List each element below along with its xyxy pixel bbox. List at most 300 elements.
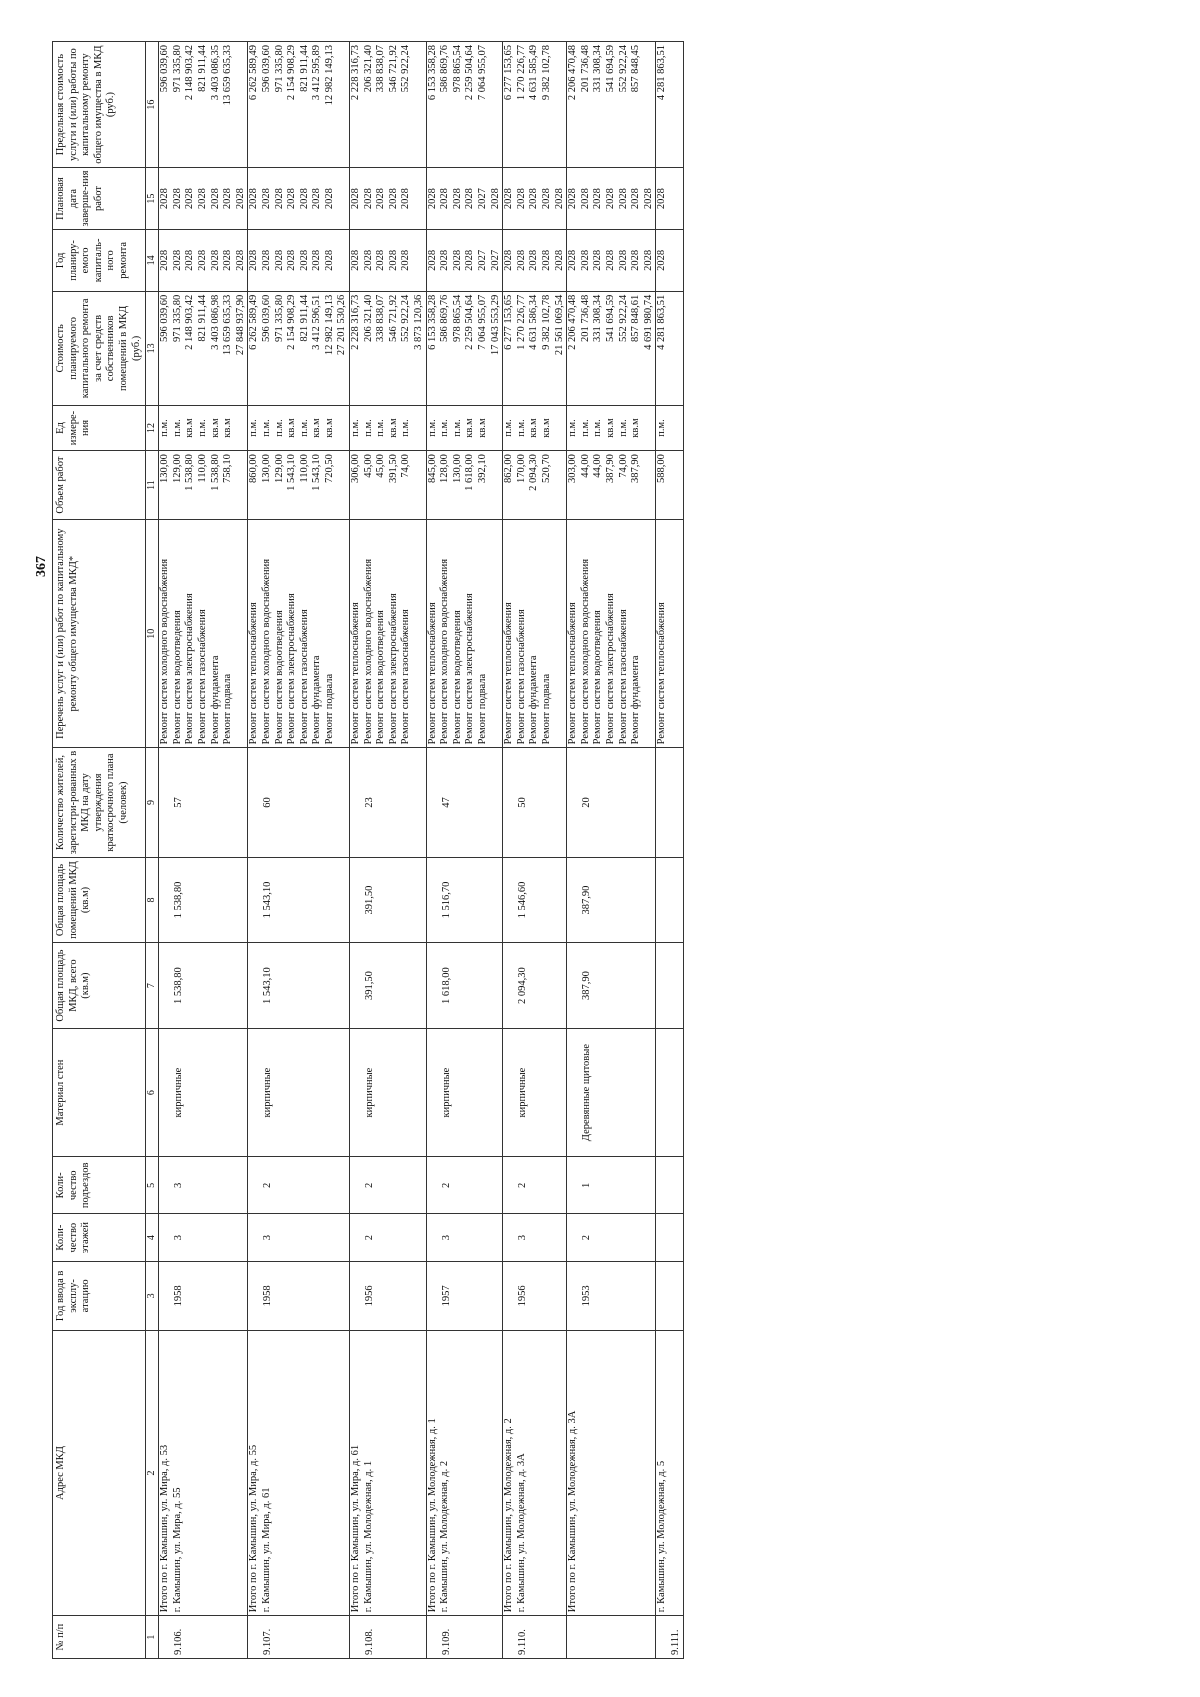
max-cost-value: 978 865,54 xyxy=(451,45,463,93)
unit-value: кв.м xyxy=(528,418,540,438)
entrances: 2 xyxy=(517,1182,529,1188)
entrances-cell xyxy=(159,1157,248,1214)
cost-value: 6 262 589,49 xyxy=(248,294,260,350)
table-row xyxy=(656,42,684,1659)
end-date-value: 2028 xyxy=(464,188,476,210)
work-item: Ремонт систем теплоснабжения xyxy=(248,602,260,745)
max-cost-value: 552 922,24 xyxy=(617,45,629,93)
total-label: Итого по г. Камышин, ул. Мира, д. 55 xyxy=(248,1444,260,1613)
unit-value: кв.м xyxy=(311,418,323,438)
work-item: Ремонт систем газоснабжения xyxy=(617,609,629,745)
volume-value-cell xyxy=(567,451,656,520)
residents: 23 xyxy=(364,797,376,808)
max-cost-value: 2 259 504,64 xyxy=(464,45,476,101)
area-premises: 1 543,10 xyxy=(262,881,274,919)
plan-year-value: 2028 xyxy=(171,249,183,271)
cost-value: 338 838,07 xyxy=(375,294,387,343)
area-premises-cell xyxy=(248,857,350,943)
cost-value: 2 148 903,42 xyxy=(184,294,196,350)
end-date-value: 2028 xyxy=(387,188,399,210)
volume-value: 110,00 xyxy=(298,454,310,483)
end-date-value-cell xyxy=(567,168,656,230)
year-built: 1953 xyxy=(581,1285,593,1307)
entrances-cell xyxy=(248,1157,350,1214)
floors-cell xyxy=(248,1214,350,1262)
unit-value: п.м. xyxy=(375,419,387,437)
cost-value: 7 064 955,07 xyxy=(477,294,488,350)
volume-value: 129,00 xyxy=(273,454,285,483)
page-number: 367 xyxy=(34,556,49,577)
end-date-value: 2028 xyxy=(528,188,540,210)
volume-value: 130,00 xyxy=(260,454,272,483)
cost-value: 27 201 530,26 xyxy=(336,294,348,356)
area-premises: 1 516,70 xyxy=(440,881,452,919)
volume-value-cell xyxy=(159,451,248,520)
end-date-value: 2028 xyxy=(234,188,246,210)
plan-year-value: 2028 xyxy=(540,249,552,271)
unit-value: п.м. xyxy=(260,419,272,437)
end-date-value: 2028 xyxy=(617,188,629,210)
work-item-cell xyxy=(426,520,503,748)
plan-year-value: 2028 xyxy=(323,249,335,271)
volume-value: 758,10 xyxy=(222,454,234,483)
plan-year-value: 2028 xyxy=(553,249,565,271)
work-item: Ремонт систем электроснабжения xyxy=(604,593,616,745)
area-total-cell xyxy=(248,943,350,1029)
plan-year-value: 2028 xyxy=(617,249,629,271)
plan-year-value: 2028 xyxy=(234,249,246,271)
area-total: 387,90 xyxy=(581,971,593,1001)
address-cell xyxy=(248,1330,350,1615)
unit-value: кв.м xyxy=(540,418,552,438)
max-cost-value: 331 308,34 xyxy=(592,45,604,93)
entrances-cell xyxy=(350,1157,427,1214)
volume-value: 74,00 xyxy=(617,454,629,478)
end-date-value: 2028 xyxy=(222,188,234,210)
cost-value: 331 308,34 xyxy=(592,294,604,343)
unit-value: кв.м xyxy=(464,418,476,438)
volume-value: 303,00 xyxy=(567,454,579,483)
volume-value: 588,00 xyxy=(656,454,668,483)
plan-year-value: 2028 xyxy=(439,249,451,271)
area-total: 2 094,30 xyxy=(517,967,529,1004)
row-number: 9.106. xyxy=(173,1628,185,1655)
residents-cell xyxy=(426,748,503,857)
wall-material-cell xyxy=(248,1028,350,1156)
wall-material: кирпичные xyxy=(440,1067,452,1118)
unit-value-cell xyxy=(503,405,567,450)
wall-material-cell xyxy=(503,1028,567,1156)
volume-value: 520,70 xyxy=(540,454,552,483)
cost-value-cell xyxy=(426,291,503,405)
volume-value-cell xyxy=(503,451,567,520)
area-total-cell xyxy=(503,943,567,1029)
max-cost-value: 2 228 316,73 xyxy=(350,45,362,101)
row-number: 9.110. xyxy=(517,1629,529,1655)
floors-cell xyxy=(426,1214,503,1262)
area-total: 1 543,10 xyxy=(262,967,274,1004)
end-date-value: 2028 xyxy=(375,188,387,210)
cost-value: 13 659 635,33 xyxy=(222,294,234,356)
entrances: 2 xyxy=(262,1182,274,1188)
work-item: Ремонт систем водоотведения xyxy=(273,610,285,745)
column-number: 9 xyxy=(146,748,159,857)
volume-value: 387,90 xyxy=(630,454,642,483)
max-cost-value: 596 039,60 xyxy=(260,45,272,93)
column-number: 3 xyxy=(146,1261,159,1330)
volume-value: 170,00 xyxy=(515,454,527,483)
end-date-value-cell xyxy=(656,168,684,230)
volume-value: 1 538,80 xyxy=(209,454,221,491)
end-date-value-cell xyxy=(503,168,567,230)
work-item: Ремонт фундамента xyxy=(209,655,221,745)
row-num-cell xyxy=(350,1616,427,1659)
volume-value-cell xyxy=(350,451,427,520)
work-item: Ремонт систем газоснабжения xyxy=(515,609,527,745)
residents-cell xyxy=(350,748,427,857)
end-date-value: 2028 xyxy=(209,188,221,210)
year-built-cell xyxy=(567,1261,656,1330)
max-cost-value-cell xyxy=(656,42,684,168)
volume-value: 862,00 xyxy=(503,454,515,483)
area-premises-cell xyxy=(503,857,567,943)
total-label: Итого по г. Камышин, ул. Молодежная, д. 3А xyxy=(567,1410,579,1613)
residents: 57 xyxy=(173,797,185,808)
unit-value: п.м. xyxy=(515,419,527,437)
header-area-total: Общая площадь МКД, всего (кв.м) xyxy=(53,943,146,1029)
column-number: 1 xyxy=(146,1616,159,1659)
unit-value: кв.м xyxy=(184,418,196,438)
area-premises-cell xyxy=(159,857,248,943)
residents: 60 xyxy=(262,797,274,808)
plan-year-value-cell xyxy=(159,229,248,291)
work-item-cell xyxy=(159,520,248,748)
floors: 3 xyxy=(517,1235,529,1241)
area-total-cell xyxy=(567,943,656,1029)
address: г. Камышин, ул. Молодежная, д. 3А xyxy=(515,1453,527,1613)
header-floors: Коли-чество этажей xyxy=(53,1214,146,1262)
work-item-cell xyxy=(567,520,656,748)
floors: 3 xyxy=(440,1235,452,1241)
max-cost-value: 6 262 589,49 xyxy=(248,45,260,101)
area-premises-cell xyxy=(350,857,427,943)
wall-material: Деревянные щитовые xyxy=(581,1044,593,1142)
column-number: 7 xyxy=(146,943,159,1029)
max-cost-value: 6 153 358,28 xyxy=(426,45,438,101)
max-cost-value: 206 321,40 xyxy=(362,45,374,93)
cost-value-cell xyxy=(656,291,684,405)
max-cost-value: 338 838,07 xyxy=(375,45,387,93)
floors-cell xyxy=(567,1214,656,1262)
plan-year-value: 2028 xyxy=(273,249,285,271)
plan-year-value: 2028 xyxy=(375,249,387,271)
work-item-cell xyxy=(248,520,350,748)
max-cost-value: 546 721,92 xyxy=(387,45,399,93)
plan-year-value: 2028 xyxy=(579,249,591,271)
volume-value: 1 543,10 xyxy=(311,454,323,491)
residents-cell xyxy=(248,748,350,857)
max-cost-value-cell xyxy=(159,42,248,168)
table-row xyxy=(350,42,427,1659)
cost-value: 3 403 086,98 xyxy=(209,294,221,350)
plan-year-value: 2028 xyxy=(426,249,438,271)
max-cost-value: 9 382 102,78 xyxy=(540,45,552,101)
cost-value: 6 153 358,28 xyxy=(426,294,438,350)
unit-value: кв.м xyxy=(387,418,399,438)
work-item: Ремонт систем газоснабжения xyxy=(400,609,412,745)
plan-year-value-cell xyxy=(503,229,567,291)
cost-value: 546 721,92 xyxy=(387,294,399,343)
table-row xyxy=(159,42,248,1659)
wall-material: кирпичные xyxy=(364,1067,376,1118)
table-body xyxy=(159,42,684,1659)
plan-year-value: 2028 xyxy=(464,249,476,271)
end-date-value: 2028 xyxy=(451,188,463,210)
end-date-value: 2028 xyxy=(311,188,323,210)
unit-value: п.м. xyxy=(579,419,591,437)
unit-value: кв.м xyxy=(477,418,488,438)
plan-year-value: 2028 xyxy=(286,249,298,271)
floors: 2 xyxy=(364,1235,376,1241)
work-item: Ремонт систем водоотведения xyxy=(375,610,387,745)
entrances-cell xyxy=(567,1157,656,1214)
work-item: Ремонт систем водоотведения xyxy=(451,610,463,745)
cost-value-cell xyxy=(567,291,656,405)
work-item: Ремонт систем электроснабжения xyxy=(286,593,298,745)
row-num-cell xyxy=(656,1616,684,1659)
row-number: 9.111. xyxy=(670,1629,682,1655)
column-number: 6 xyxy=(146,1028,159,1156)
volume-value: 387,90 xyxy=(604,454,616,483)
area-premises: 391,50 xyxy=(364,885,376,915)
volume-value: 130,00 xyxy=(159,454,171,483)
end-date-value: 2028 xyxy=(248,188,260,210)
column-number: 10 xyxy=(146,520,159,748)
plan-year-value: 2028 xyxy=(630,249,642,271)
cost-value: 971 335,80 xyxy=(273,294,285,343)
max-cost-value-cell xyxy=(503,42,567,168)
wall-material-cell xyxy=(426,1028,503,1156)
max-cost-value-cell xyxy=(350,42,427,168)
end-date-value: 2028 xyxy=(567,188,579,210)
address-cell xyxy=(503,1330,567,1615)
max-cost-value: 4 281 863,51 xyxy=(656,45,668,101)
floors: 3 xyxy=(173,1235,185,1241)
end-date-value: 2028 xyxy=(503,188,515,210)
max-cost-value: 586 869,76 xyxy=(439,45,451,93)
unit-value-cell xyxy=(656,405,684,450)
max-cost-value: 821 911,44 xyxy=(196,45,208,92)
unit-value: п.м. xyxy=(503,419,515,437)
cost-value: 541 694,59 xyxy=(604,294,616,343)
unit-value: кв.м xyxy=(323,418,335,438)
volume-value: 1 543,10 xyxy=(286,454,298,491)
volume-value: 129,00 xyxy=(171,454,183,483)
wall-material-cell xyxy=(567,1028,656,1156)
end-date-value: 2028 xyxy=(540,188,552,210)
cost-value: 552 922,24 xyxy=(617,294,629,343)
work-item: Ремонт подвала xyxy=(477,673,488,745)
plan-year-value: 2028 xyxy=(503,249,515,271)
header-volume: Объем работ xyxy=(53,451,146,520)
address: г. Камышин, ул. Молодежная, д. 1 xyxy=(362,1460,374,1613)
row-num-cell xyxy=(159,1616,248,1659)
cost-value: 821 911,44 xyxy=(196,294,208,342)
cost-value: 21 561 069,54 xyxy=(553,294,565,356)
max-cost-value: 541 694,59 xyxy=(604,45,616,93)
row-num-cell xyxy=(503,1616,567,1659)
unit-value: п.м. xyxy=(592,419,604,437)
cost-value: 4 631 586,34 xyxy=(528,294,540,350)
year-built: 1958 xyxy=(173,1285,185,1307)
floors-cell xyxy=(159,1214,248,1262)
end-date-value: 2028 xyxy=(489,188,501,210)
work-item: Ремонт систем холодного водоснабжения xyxy=(260,558,272,745)
work-item: Ремонт подвала xyxy=(540,673,552,745)
max-cost-value-cell xyxy=(248,42,350,168)
table-row xyxy=(248,42,350,1659)
wall-material-cell xyxy=(159,1028,248,1156)
year-built-cell xyxy=(159,1261,248,1330)
row-num-cell xyxy=(426,1616,503,1659)
header-residents: Количество жителей, зарегистри-рованных в МКД на дату утверждения краткосрочного плана (человек) xyxy=(53,748,146,857)
cost-value: 821 911,44 xyxy=(298,294,310,342)
volume-value: 391,50 xyxy=(387,454,399,483)
header-num: № п/п xyxy=(53,1616,146,1659)
work-item: Ремонт систем теплоснабжения xyxy=(656,602,668,745)
year-built-cell xyxy=(426,1261,503,1330)
cost-value: 978 865,54 xyxy=(451,294,463,343)
area-total-cell xyxy=(159,943,248,1029)
column-number: 16 xyxy=(146,42,159,168)
volume-value-cell xyxy=(248,451,350,520)
work-item: Ремонт систем электроснабжения xyxy=(184,593,196,745)
max-cost-value: 2 206 470,48 xyxy=(567,45,579,101)
header-plan-year: Год планиру-емого капиталь-ного ремонта xyxy=(53,229,146,291)
area-total: 391,50 xyxy=(364,971,376,1001)
year-built: 1956 xyxy=(364,1285,376,1307)
cost-value: 596 039,60 xyxy=(260,294,272,343)
cost-value: 971 335,80 xyxy=(171,294,183,343)
max-cost-value: 201 736,48 xyxy=(579,45,591,93)
plan-year-value: 2028 xyxy=(350,249,362,271)
work-item-cell xyxy=(350,520,427,748)
wall-material: кирпичные xyxy=(517,1067,529,1118)
max-cost-value: 13 659 635,33 xyxy=(222,45,234,106)
cost-value: 857 848,61 xyxy=(630,294,642,343)
end-date-value: 2028 xyxy=(630,188,642,210)
address-cell xyxy=(567,1330,656,1615)
work-item: Ремонт систем теплоснабжения xyxy=(503,602,515,745)
cost-value: 17 043 553,29 xyxy=(489,294,501,356)
cost-value: 586 869,76 xyxy=(439,294,451,343)
unit-value: п.м. xyxy=(451,419,463,437)
volume-value: 110,00 xyxy=(196,454,208,483)
end-date-value: 2028 xyxy=(298,188,310,210)
area-total-cell xyxy=(656,943,684,1029)
end-date-value: 2028 xyxy=(196,188,208,210)
residents: 47 xyxy=(440,797,452,808)
unit-value-cell xyxy=(567,405,656,450)
work-item: Ремонт систем водоотведения xyxy=(592,610,604,745)
unit-value: п.м. xyxy=(362,419,374,437)
work-item-cell xyxy=(656,520,684,748)
unit-value: п.м. xyxy=(273,419,285,437)
row-number: 9.109. xyxy=(440,1628,452,1655)
table-row xyxy=(567,42,656,1659)
end-date-value: 2028 xyxy=(579,188,591,210)
end-date-value: 2028 xyxy=(553,188,565,210)
end-date-value: 2028 xyxy=(350,188,362,210)
total-label: Итого по г. Камышин, ул. Мира, д. 61 xyxy=(350,1444,362,1613)
plan-year-value: 2028 xyxy=(248,249,260,271)
end-date-value: 2028 xyxy=(592,188,604,210)
max-cost-value: 3 412 595,89 xyxy=(311,45,323,101)
work-item: Ремонт систем электроснабжения xyxy=(387,593,399,745)
plan-year-value: 2028 xyxy=(592,249,604,271)
cost-value: 2 228 316,73 xyxy=(350,294,362,350)
max-cost-value: 857 848,45 xyxy=(630,45,642,93)
plan-year-value: 2028 xyxy=(184,249,196,271)
row-num-cell xyxy=(567,1616,656,1659)
volume-value: 720,50 xyxy=(323,454,335,483)
unit-value-cell xyxy=(350,405,427,450)
work-item: Ремонт систем холодного водоснабжения xyxy=(579,558,591,745)
volume-value: 1 618,00 xyxy=(464,454,476,491)
max-cost-value-cell xyxy=(426,42,503,168)
column-number: 4 xyxy=(146,1214,159,1262)
header-row xyxy=(53,42,146,1659)
end-date-value: 2027 xyxy=(477,188,488,210)
unit-value: п.м. xyxy=(350,419,362,437)
address: г. Камышин, ул. Мира, д. 61 xyxy=(260,1487,272,1613)
end-date-value-cell xyxy=(426,168,503,230)
entrances: 3 xyxy=(173,1182,185,1188)
volume-value: 74,00 xyxy=(400,454,412,478)
area-total-cell xyxy=(350,943,427,1029)
residents: 20 xyxy=(581,797,593,808)
plan-year-value: 2028 xyxy=(362,249,374,271)
floors-cell xyxy=(350,1214,427,1262)
area-total: 1 618,00 xyxy=(440,967,452,1004)
work-item: Ремонт фундамента xyxy=(528,655,540,745)
column-number: 14 xyxy=(146,229,159,291)
entrances-cell xyxy=(656,1157,684,1214)
volume-value-cell xyxy=(656,451,684,520)
cost-value: 201 736,48 xyxy=(579,294,591,343)
entrances: 1 xyxy=(581,1182,593,1188)
end-date-value: 2028 xyxy=(656,188,668,210)
year-built-cell xyxy=(656,1261,684,1330)
unit-value-cell xyxy=(248,405,350,450)
plan-year-value: 2027 xyxy=(489,249,501,271)
end-date-value: 2028 xyxy=(642,188,654,210)
wall-material: кирпичные xyxy=(262,1067,274,1118)
plan-year-value: 2028 xyxy=(311,249,323,271)
work-item: Ремонт подвала xyxy=(222,673,234,745)
max-cost-value: 12 982 149,13 xyxy=(323,45,335,106)
year-built: 1957 xyxy=(440,1285,452,1307)
unit-value: п.м. xyxy=(426,419,438,437)
unit-value: п.м. xyxy=(159,419,171,437)
floors: 2 xyxy=(581,1235,593,1241)
volume-value: 845,00 xyxy=(426,454,438,483)
unit-value: п.м. xyxy=(400,419,412,437)
year-built: 1956 xyxy=(517,1285,529,1307)
max-cost-value: 971 335,80 xyxy=(273,45,285,93)
plan-year-value: 2028 xyxy=(567,249,579,271)
header-end-date: Плановая дата заверше-ния работ xyxy=(53,168,146,230)
